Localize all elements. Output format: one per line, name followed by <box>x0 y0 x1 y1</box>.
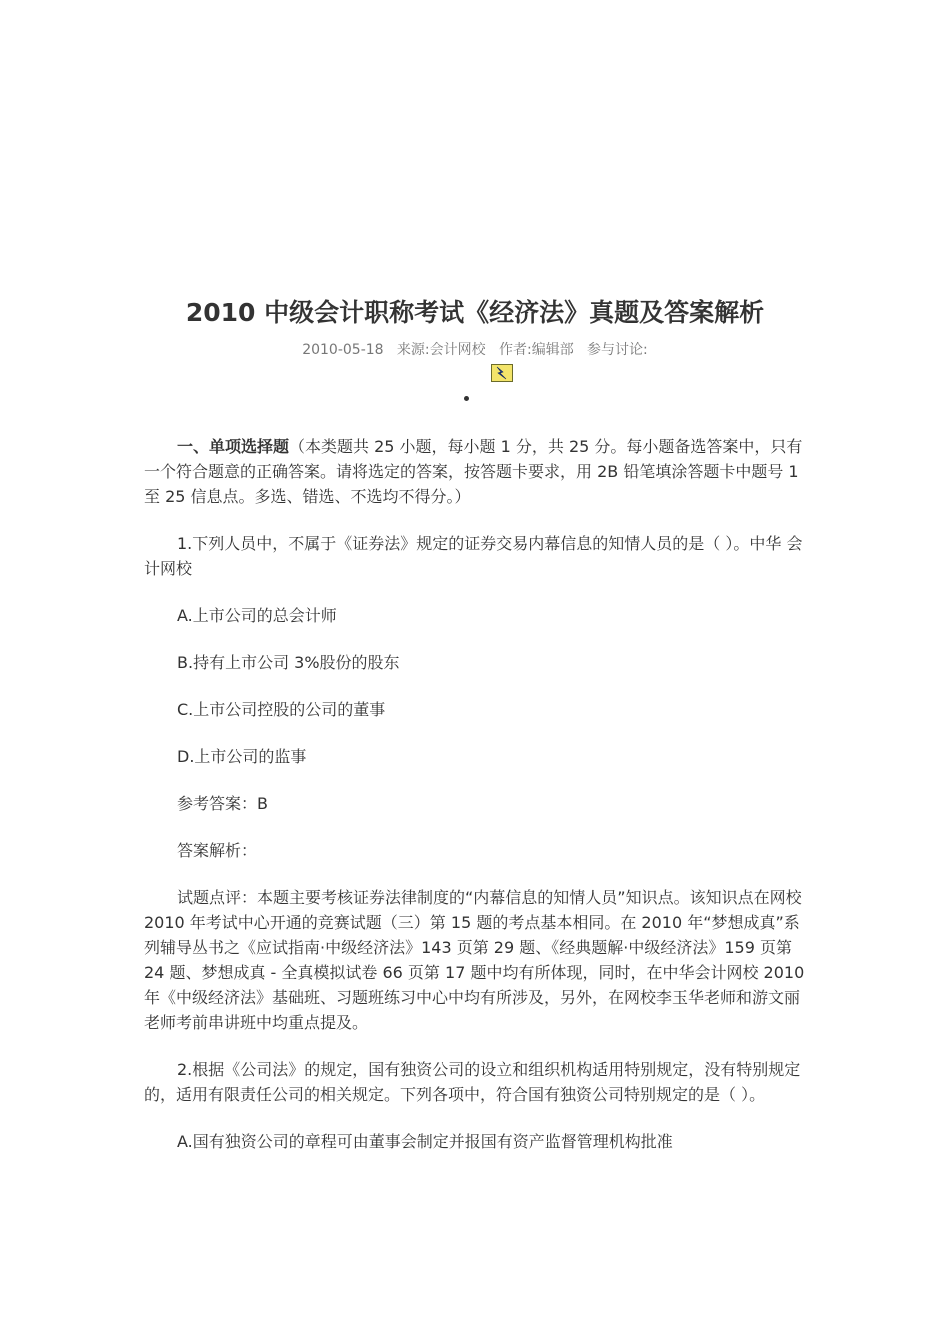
question-1-option-d: D.上市公司的监事 <box>177 747 307 766</box>
section-intro <box>144 434 808 509</box>
question-1-analysis-label: 答案解析： <box>177 841 258 860</box>
section-heading: 一、单项选择题 <box>177 437 290 456</box>
speech-bubble-icon[interactable] <box>491 364 513 382</box>
question-1-comment: 试题点评：本题主要考核证券法律制度的“内幕信息的知情人员”知识点。该知识点在网校 2010 年考试中心开通的竞赛试题（三）第 15 题的考点基本相同。在 2010 年“梦想成真”系列辅导丛书之《应试指南·中级经济法》143 页第 29 题、《经典题解·中级经济法》159 页第 24 题、梦想成真 - 全真模拟试卷 66 页第 17 题中均有所体现，同时，在中华会计网校 2010 年《中级经济法》基础班、习题班练习中心中均有所涉及，另外，在网校李玉华老师和游文丽老师考前串讲班中均重点提及。 <box>144 888 805 1032</box>
question-1-stem: 1.下列人员中，不属于《证券法》规定的证券交易内幕信息的知情人员的是（ ）。中华 会计网校 <box>144 534 803 578</box>
question-1-option-a: A.上市公司的总会计师 <box>177 606 337 625</box>
article-meta: 2010-05-18 来源:会计网校 作者:编辑部 参与讨论: <box>302 342 648 358</box>
speech-bubble-glyph <box>494 366 510 380</box>
question-1-option-b: B.持有上市公司 3%股份的股东 <box>177 653 400 672</box>
section-instructions: （本类题共 25 小题，每小题 1 分，共 25 分。每小题备选答案中，只有一个符合题意的正确答案。请将选定的答案，按答题卡要求，用 2B 铅笔填涂答题卡中题号 1 至 25 信息点。多选、错选、不选均不得分。） <box>144 437 803 506</box>
question-1-option-c: C.上市公司控股的公司的董事 <box>177 700 386 719</box>
article-body <box>144 434 808 1176</box>
question-1-answer: 参考答案：B <box>177 794 268 813</box>
question-2-option-a: A.国有独资公司的章程可由董事会制定并报国有资产监督管理机构批准 <box>177 1132 673 1151</box>
list-bullet <box>464 396 469 401</box>
question-2-stem: 2.根据《公司法》的规定，国有独资公司的设立和组织机构适用特别规定，没有特别规定的，适用有限责任公司的相关规定。下列各项中，符合国有独资公司特别规定的是（ ）。 <box>144 1060 801 1104</box>
article-title: 2010 中级会计职称考试《经济法》真题及答案解析 <box>185 298 765 327</box>
